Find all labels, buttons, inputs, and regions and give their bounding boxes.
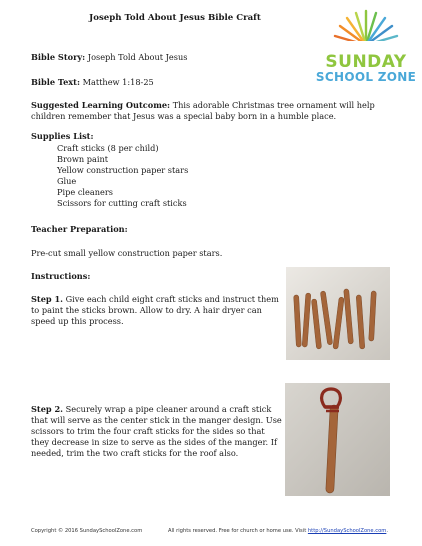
list-item: Craft sticks (8 per child) xyxy=(57,143,159,153)
step-2-text: Securely wrap a pipe cleaner around a craft stick that will serve as the center stick in the manger design. Use scissors to trim the four craft sticks for the sides so that they decrease in size to serve as the sides of the manger. If needed, trim the two craft sticks for the roof also. xyxy=(31,404,282,458)
bible-text-label: Bible Text: xyxy=(31,77,80,87)
sunday-school-zone-logo xyxy=(315,5,417,95)
logo-line1: SUNDAY xyxy=(325,52,407,72)
list-item: Brown paint xyxy=(57,154,109,165)
teacher-prep-text: Pre-cut small yellow construction paper stars. xyxy=(31,248,223,258)
footer-tail: . xyxy=(386,528,389,534)
step-2 xyxy=(31,404,283,459)
footer-rights xyxy=(168,528,388,534)
sun-icon xyxy=(333,11,399,46)
supplies-heading: Supplies List: xyxy=(31,131,94,141)
step-1 xyxy=(31,294,283,327)
step-1-photo xyxy=(286,267,390,360)
step-1-label: Step 1. xyxy=(31,294,64,304)
footer-link[interactable]: http://SundaySchoolZone.com xyxy=(307,528,387,534)
outcome-value: This adorable Christmas tree ornament will help children remember that Jesus was a special baby born in a humble place. xyxy=(31,100,375,121)
footer-rights-text: All rights reserved. Free for church or home use. Visit xyxy=(168,528,308,534)
page-title: Joseph Told About Jesus Bible Craft xyxy=(89,13,261,23)
footer-copyright: Copyright © 2016 SundaySchoolZone.com xyxy=(31,528,143,534)
step-2-photo xyxy=(285,383,390,496)
list-item: Yellow construction paper stars xyxy=(57,165,189,176)
bible-story xyxy=(31,52,187,63)
logo-line2: SCHOOL ZONE xyxy=(315,70,417,84)
bible-story-value: Joseph Told About Jesus xyxy=(85,52,188,62)
step-1-text: Give each child eight craft sticks and instruct them to paint the sticks brown. Allow to dry. A hair dryer can speed up this process. xyxy=(31,294,279,326)
bible-story-label: Bible Story: xyxy=(31,52,86,62)
learning-outcome xyxy=(31,100,376,122)
list-item: Glue xyxy=(57,176,77,187)
bible-text-value: Matthew 1:18-25 xyxy=(79,77,154,87)
outcome-label: Suggested Learning Outcome: xyxy=(31,100,171,110)
teacher-prep-heading: Teacher Preparation: xyxy=(31,224,128,234)
bible-text xyxy=(31,77,154,88)
list-item: Scissors for cutting craft sticks xyxy=(57,198,187,209)
step-2-label: Step 2. xyxy=(31,404,64,414)
list-item: Pipe cleaners xyxy=(57,187,113,198)
instructions-heading: Instructions: xyxy=(31,271,91,281)
supplies-list xyxy=(57,143,188,210)
